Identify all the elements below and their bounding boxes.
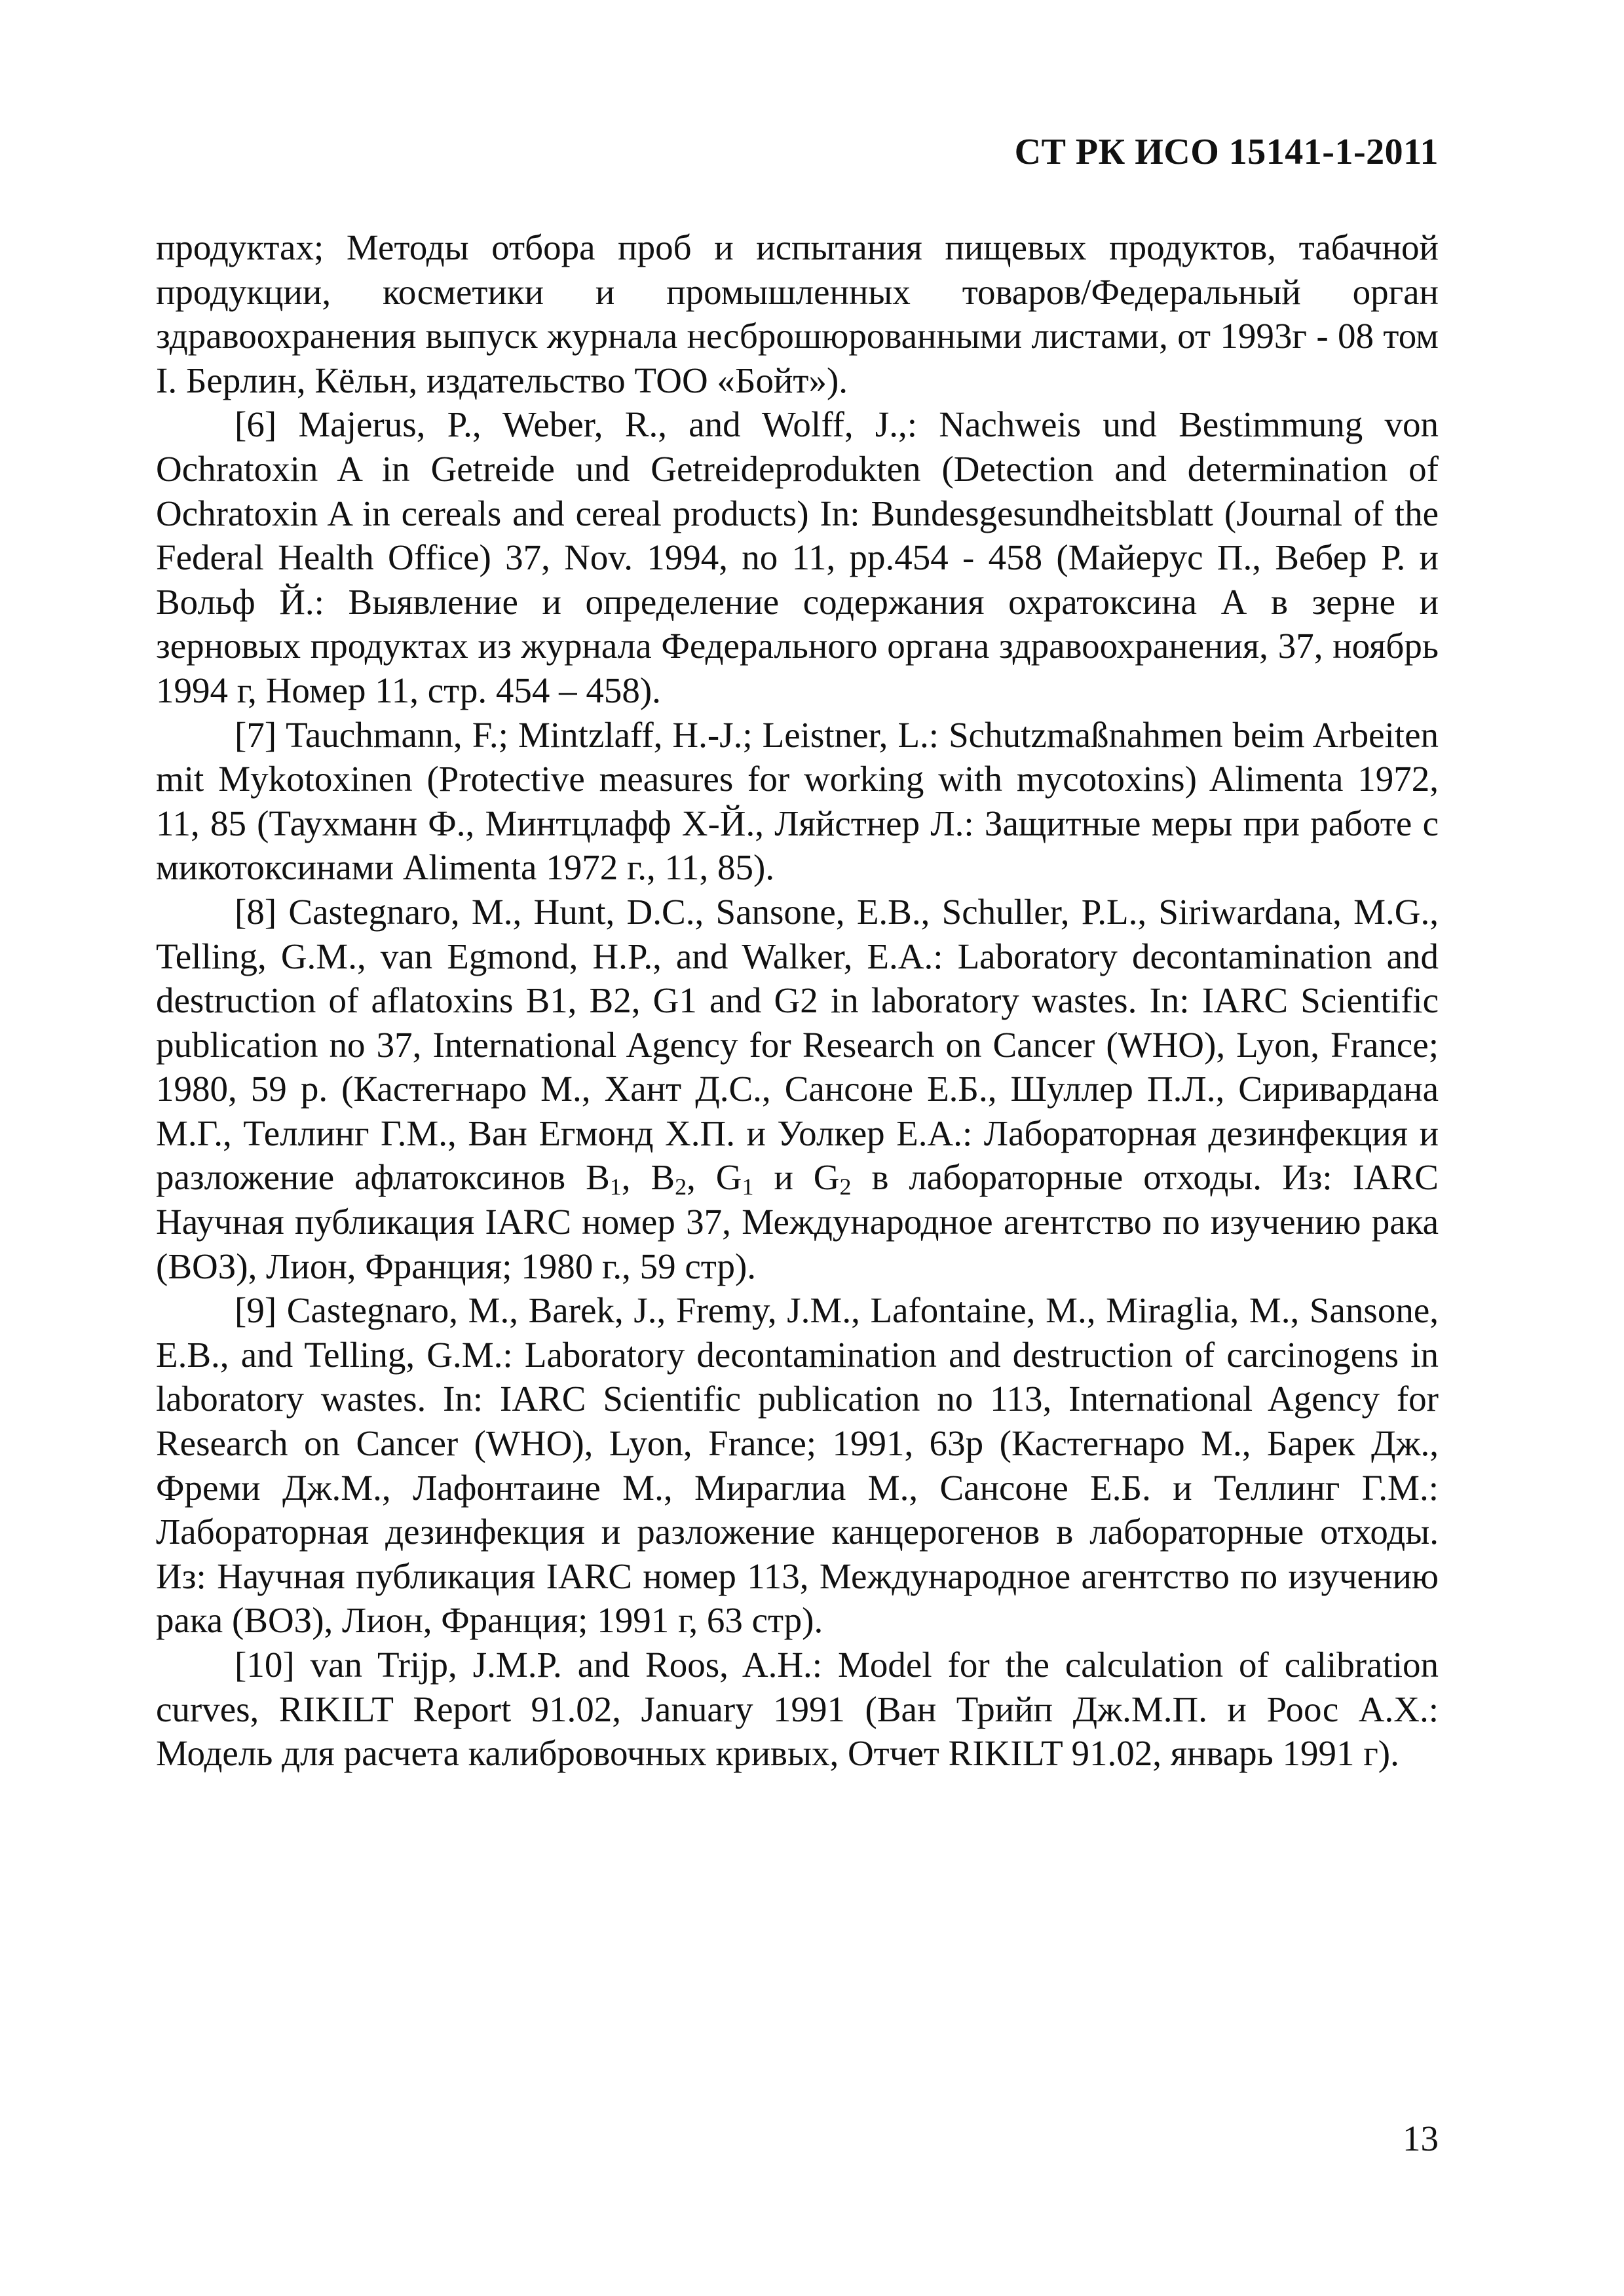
reference-9: [9] Castegnaro, M., Barek, J., Fremy, J.M., Lafontaine, M., Miraglia, M., Sansone, E.B., and Telling, G.M.: Laboratory decontamination and destruction of carcinogens in laboratory wastes. In: IARC Scientific publication no 113, International Agency for Research on Cancer (WHO), Lyon, France; 1991, 63p (Кастегнаро М., Барек Дж., Фреми Дж.М., Лафонтаине М., Мираглиа М., Сансоне Е.Б. и Теллинг Г.М.: Лабораторная дезинфекция и разложение канцерогенов в лабораторные отходы. Из: Научная публикация IARC номер 113, Международное агентство по изучению рака (ВОЗ), Лион, Франция; 1991 г, 63 стр). xyxy=(156,1290,1439,1641)
aflatoxin-b2: $B_2$ xyxy=(651,1157,687,1200)
reference-7: [7] Tauchmann, F.; Mintzlaff, H.-J.; Leistner, L.: Schutzmaßnahmen beim Arbeiten mit Mykotoxinen (Protective measures for working with mycotoxins) Alimenta 1972, 11, 85 (Таухманн Ф., Минтцлафф Х-Й., Ляйстнер Л.: Защитные меры при работе с микотоксинами Alimenta 1972 г., 11, 85). xyxy=(156,714,1439,888)
standard-code-header: СТ РК ИСО 15141-1-2011 xyxy=(1014,132,1439,172)
bibliography-text xyxy=(156,225,1439,1776)
reference-6: [6] Majerus, P., Weber, R., and Wolff, J.,: Nachweis und Bestimmung von Ochratoxin A in Getreide und Getreideprodukten (Detection and determination of Ochratoxin A in cereals and cereal products) In: Bundesgesundheitsblatt (Journal of the Federal Health Office) 37, Nov. 1994, no 11, pp.454 - 458 (Майерус П., Вебер Р. и Вольф Й.: Выявление и определение содержания охратоксина А в зерне и зерновых продуктах из журнала Федерального органа здравоохранения, 37, ноябрь 1994 г, Номер 11, стр. 454 – 458). xyxy=(156,404,1439,710)
aflatoxin-g1: $G_1$ xyxy=(715,1157,754,1200)
reference-continuation: продуктах; Методы отбора проб и испытания пищевых продуктов, табачной продукции, косметики и промышленных товаров/Федеральный орган здравоохранения выпуск журнала несброшюрованными листами, от 1993г - 08 том I. Берлин, Кёльн, издательство ТОО «Бойт»). xyxy=(156,227,1439,400)
reference-8: [8] Castegnaro, M., Hunt, D.C., Sansone, E.B., Schuller, P.L., Siriwardana, M.G., Telling, G.M., van Egmond, H.P., and Walker, E.A.: Laboratory decontamination and destruction of aflatoxins B1, B2, G1 and G2 in laboratory wastes. In: IARC Scientific publication no 37, International Agency for Research on Cancer (WHO), Lyon, France; 1980, 59 p. (Кастегнаро М., Хант Д.С., Сансоне Е.Б., Шуллер П.Л., Сиривардана М.Г., Теллинг Г.М., Ван Егмонд Х.П. и Уолкер Е.А.: Лабораторная дезинфекция и разложение афлатоксинов $B_1$, $B_2$, $G_1$ и $G_2$ в лабораторные отходы. Из: IARC Научная публикация IARC номер 37, Международное агентство по изучению рака (ВОЗ), Лион, Франция; 1980 г., 59 стр). xyxy=(156,891,1439,1286)
reference-8-text-after: в лабораторные отходы. Из: IARC Научная публикация IARC номер 37, Международное агентство по изучению рака (ВОЗ), Лион, Франция; 1980 г., 59 стр). xyxy=(156,1157,1439,1286)
reference-10: [10] van Trijp, J.M.P. and Roos, A.H.: Model for the calculation of calibration curves, RIKILT Report 91.02, January 1991 (Ван Трийп Дж.М.П. и Роос А.Х.: Модель для расчета калибровочных кривых, Отчет RIKILT 91.02, январь 1991 г). xyxy=(156,1645,1439,1774)
page-number: 13 xyxy=(1403,2118,1439,2158)
reference-8-text-before: [8] Castegnaro, M., Hunt, D.C., Sansone, E.B., Schuller, P.L., Siriwardana, M.G., Telling, G.M., van Egmond, H.P., and Walker, E.A.: Laboratory decontamination and destruction of aflatoxins B1, B2, G1 and G2 in laboratory wastes. In: IARC Scientific publication no 37, International Agency for Research on Cancer (WHO), Lyon, France; 1980, 59 p. (Кастегнаро М., Хант Д.С., Сансоне Е.Б., Шуллер П.Л., Сиривардана М.Г., Теллинг Г.М., Ван Егмонд Х.П. и Уолкер Е.А.: Лабораторная дезинфекция и разложение афлатоксинов xyxy=(156,891,1439,1198)
aflatoxin-g2: $G_2$ xyxy=(813,1157,852,1200)
aflatoxin-b1: $B_1$ xyxy=(586,1157,622,1200)
